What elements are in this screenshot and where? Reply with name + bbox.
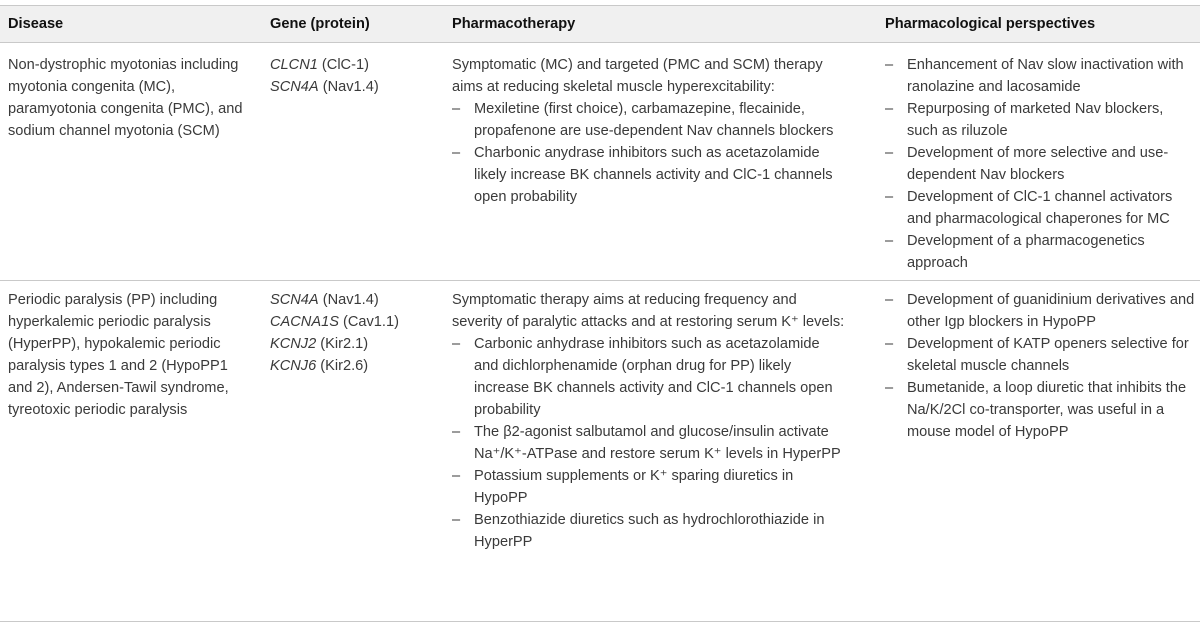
perspective-item: – Bumetanide, a loop diuretic that inhibits the Na/K/2Cl co-transporter, was useful in a mouse model of HypoPP	[885, 377, 1195, 443]
gene-symbol: SCN4A	[270, 79, 319, 95]
therapy-item: – Benzothiazide diuretics such as hydrochlorothiazide in HyperPP	[452, 509, 847, 553]
protein-name: (Cav1.1)	[338, 314, 399, 330]
gene-symbol: SCN4A	[270, 292, 319, 308]
table-top-rule	[0, 5, 1200, 6]
protein-name: (Kir2.1)	[316, 336, 369, 352]
gene-symbol: CLCN1	[270, 57, 318, 73]
row-divider	[0, 280, 1200, 281]
row1-disease: Non-dystrophic myotonias including myotonia congenita (MC), paramyotonia congenita (PMC), and sodium channel myotonia (SCM)	[8, 57, 243, 139]
row2-disease: Periodic paralysis (PP) including hyperkalemic periodic paralysis (HyperPP), hypokalemic periodic paralysis types 1 and 2 (HypoPP1 and 2), Andersen-Tawil syndrome, tyreotoxic periodic paralysis	[8, 292, 229, 418]
therapy-item: – Potassium supplements or K⁺ sparing diuretics in HypoPP	[452, 465, 847, 509]
gene-entry	[270, 333, 430, 355]
row2-genes	[270, 289, 430, 377]
perspective-item: – Development of ClC-1 channel activators and pharmacological chaperones for MC	[885, 186, 1195, 230]
protein-name: (Nav1.4)	[318, 79, 379, 95]
therapy-intro: Symptomatic therapy aims at reducing frequency and severity of paralytic attacks and at restoring serum K⁺ levels:	[452, 292, 845, 330]
gene-entry	[270, 76, 430, 98]
therapy-list	[452, 98, 842, 208]
perspective-item: – Development of KATP openers selective for skeletal muscle channels	[885, 333, 1195, 377]
row2-pharmacotherapy	[452, 289, 847, 553]
gene-symbol: KCNJ6	[270, 358, 317, 374]
perspective-item: – Development of a pharmacogenetics approach	[885, 230, 1195, 274]
protein-name: (Nav1.4)	[318, 292, 379, 308]
gene-symbol: CACNA1S	[270, 314, 339, 330]
perspective-list	[885, 54, 1195, 274]
gene-entry	[270, 289, 430, 311]
gene-entry	[270, 355, 430, 377]
gene-entry	[270, 311, 430, 333]
header-perspectives: Pharmacological perspectives	[885, 16, 1096, 32]
header-pharmacotherapy: Pharmacotherapy	[452, 16, 576, 32]
therapy-list	[452, 333, 847, 553]
protein-name: (ClC-1)	[317, 57, 369, 73]
therapy-item: – Charbonic anydrase inhibitors such as acetazolamide likely increase BK channels activity and ClC-1 channels open probability	[452, 142, 842, 208]
therapy-item: – Mexiletine (first choice), carbamazepine, flecainide, propafenone are use-dependent Nav channels blockers	[452, 98, 842, 142]
perspective-item: – Development of guanidinium derivatives and other Igp blockers in HypoPP	[885, 289, 1195, 333]
header-disease: Disease	[8, 16, 64, 32]
perspective-item: – Repurposing of marketed Nav blockers, such as riluzole	[885, 98, 1195, 142]
gene-entry	[270, 54, 430, 76]
table-bottom-rule	[0, 621, 1200, 622]
therapy-item: – The β2-agonist salbutamol and glucose/insulin activate Na⁺/K⁺-ATPase and restore serum K⁺ levels in HyperPP	[452, 421, 847, 465]
perspective-item: – Development of more selective and use-dependent Nav blockers	[885, 142, 1195, 186]
therapy-intro: Symptomatic (MC) and targeted (PMC and SCM) therapy aims at reducing skeletal muscle hyperexcitability:	[452, 57, 823, 95]
row1-genes	[270, 54, 430, 98]
protein-name: (Kir2.6)	[316, 358, 369, 374]
therapy-item: – Carbonic anhydrase inhibitors such as acetazolamide and dichlorphenamide (orphan drug for PP) likely increase BK channels activity and ClC-1 channels open probability	[452, 333, 847, 421]
perspective-item: – Enhancement of Nav slow inactivation with ranolazine and lacosamide	[885, 54, 1195, 98]
row2-perspectives	[885, 289, 1195, 443]
perspective-list	[885, 289, 1195, 443]
header-gene: Gene (protein)	[270, 16, 370, 32]
gene-symbol: KCNJ2	[270, 336, 317, 352]
row1-perspectives	[885, 54, 1195, 274]
row1-pharmacotherapy	[452, 54, 842, 208]
header-bottom-rule	[0, 42, 1200, 43]
